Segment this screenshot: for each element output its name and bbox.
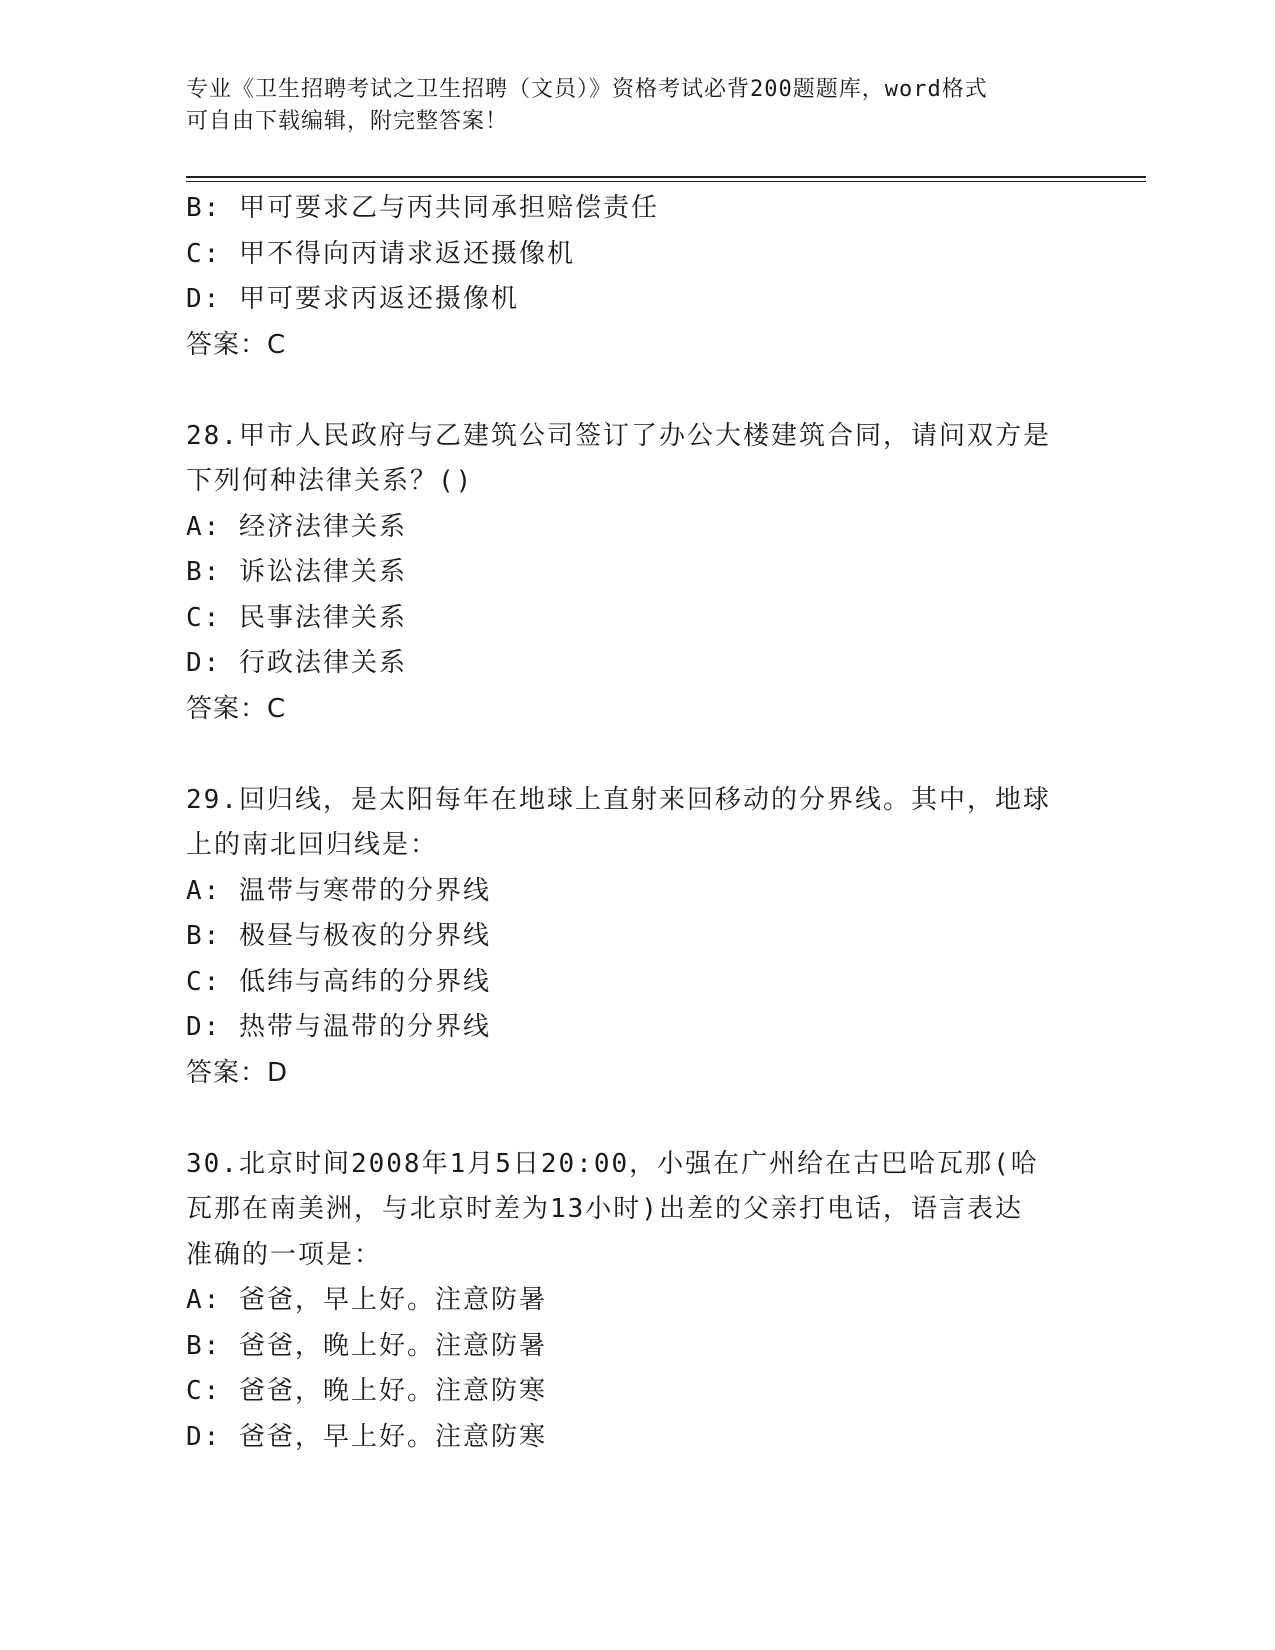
option-d: D: 甲可要求丙返还摄像机 bbox=[186, 284, 519, 314]
option-c: C: 民事法律关系 bbox=[186, 602, 407, 633]
option-b: B: 诉讼法律关系 bbox=[186, 557, 407, 587]
option-b: B: 极昼与极夜的分界线 bbox=[186, 921, 491, 951]
spacer bbox=[186, 732, 1086, 778]
stem-line: 30.北京时间2008年1月5日20:00，小强在广州给在古巴哈瓦那(哈 bbox=[186, 1148, 1039, 1179]
stem-line: 上的南北回归线是： bbox=[186, 830, 439, 860]
option-d: D: 爸爸，早上好。注意防寒 bbox=[186, 1421, 547, 1452]
answer-line: 答案：C bbox=[186, 693, 287, 724]
option-a: A: 温带与寒带的分界线 bbox=[186, 875, 491, 906]
option-b: B: 甲可要求乙与丙共同承担赔偿责任 bbox=[186, 193, 659, 223]
document-header bbox=[186, 74, 1066, 138]
question-stem bbox=[186, 414, 1086, 505]
answer-line: 答案：C bbox=[186, 329, 287, 360]
stem-line: 瓦那在南美洲，与北京时差为13小时)出差的父亲打电话，语言表达 bbox=[186, 1194, 1023, 1224]
option-a: A: 经济法律关系 bbox=[186, 511, 407, 542]
answer-line: 答案：D bbox=[186, 1057, 289, 1088]
option-c: C: 低纬与高纬的分界线 bbox=[186, 966, 491, 997]
question-27-continuation bbox=[186, 186, 1086, 368]
question-28 bbox=[186, 414, 1086, 733]
stem-line: 28.甲市人民政府与乙建筑公司签订了办公大楼建筑合同，请问双方是 bbox=[186, 420, 1051, 451]
option-c: C: 甲不得向丙请求返还摄像机 bbox=[186, 238, 575, 269]
option-a: A: 爸爸，早上好。注意防暑 bbox=[186, 1285, 547, 1315]
question-stem bbox=[186, 778, 1086, 869]
stem-line: 29.回归线，是太阳每年在地球上直射来回移动的分界线。其中，地球 bbox=[186, 784, 1051, 815]
header-title-line-1: 专业《卫生招聘考试之卫生招聘（文员）》资格考试必背200题题库，word格式 bbox=[186, 77, 988, 102]
option-d: D: 热带与温带的分界线 bbox=[186, 1012, 491, 1042]
question-29 bbox=[186, 778, 1086, 1097]
spacer bbox=[186, 1096, 1086, 1142]
question-stem bbox=[186, 1142, 1086, 1279]
question-30 bbox=[186, 1142, 1086, 1461]
spacer bbox=[186, 368, 1086, 414]
stem-line: 准确的一项是： bbox=[186, 1239, 383, 1270]
stem-line: 下列何种法律关系？() bbox=[186, 466, 474, 496]
header-divider-thick bbox=[186, 176, 1146, 178]
header-divider-thin bbox=[186, 181, 1146, 182]
question-list bbox=[186, 186, 1086, 1460]
option-d: D: 行政法律关系 bbox=[186, 648, 407, 678]
option-b: B: 爸爸，晚上好。注意防暑 bbox=[186, 1330, 547, 1361]
option-c: C: 爸爸，晚上好。注意防寒 bbox=[186, 1376, 547, 1406]
header-title-line-2: 可自由下载编辑，附完整答案！ bbox=[186, 109, 509, 134]
